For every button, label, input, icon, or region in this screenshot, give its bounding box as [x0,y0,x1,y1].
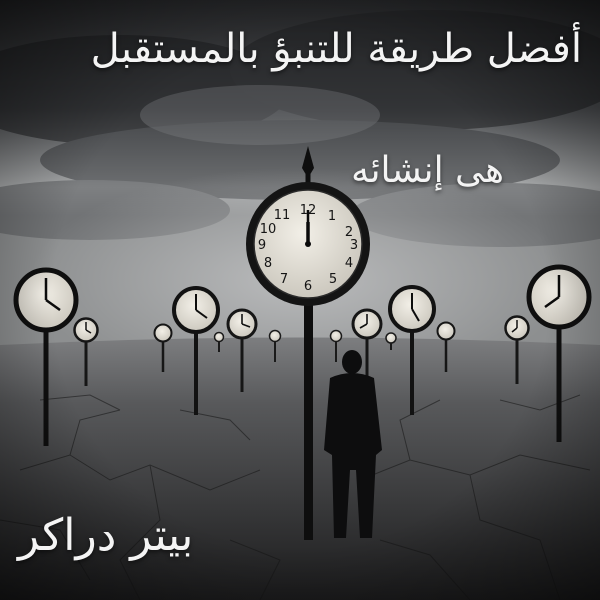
quote-line-2: هى إنشائه [351,150,504,191]
quote-author: بيتر دراكر [18,510,194,561]
quote-line-1: أفضل طريقة للتنبؤ بالمستقبل [90,26,582,72]
